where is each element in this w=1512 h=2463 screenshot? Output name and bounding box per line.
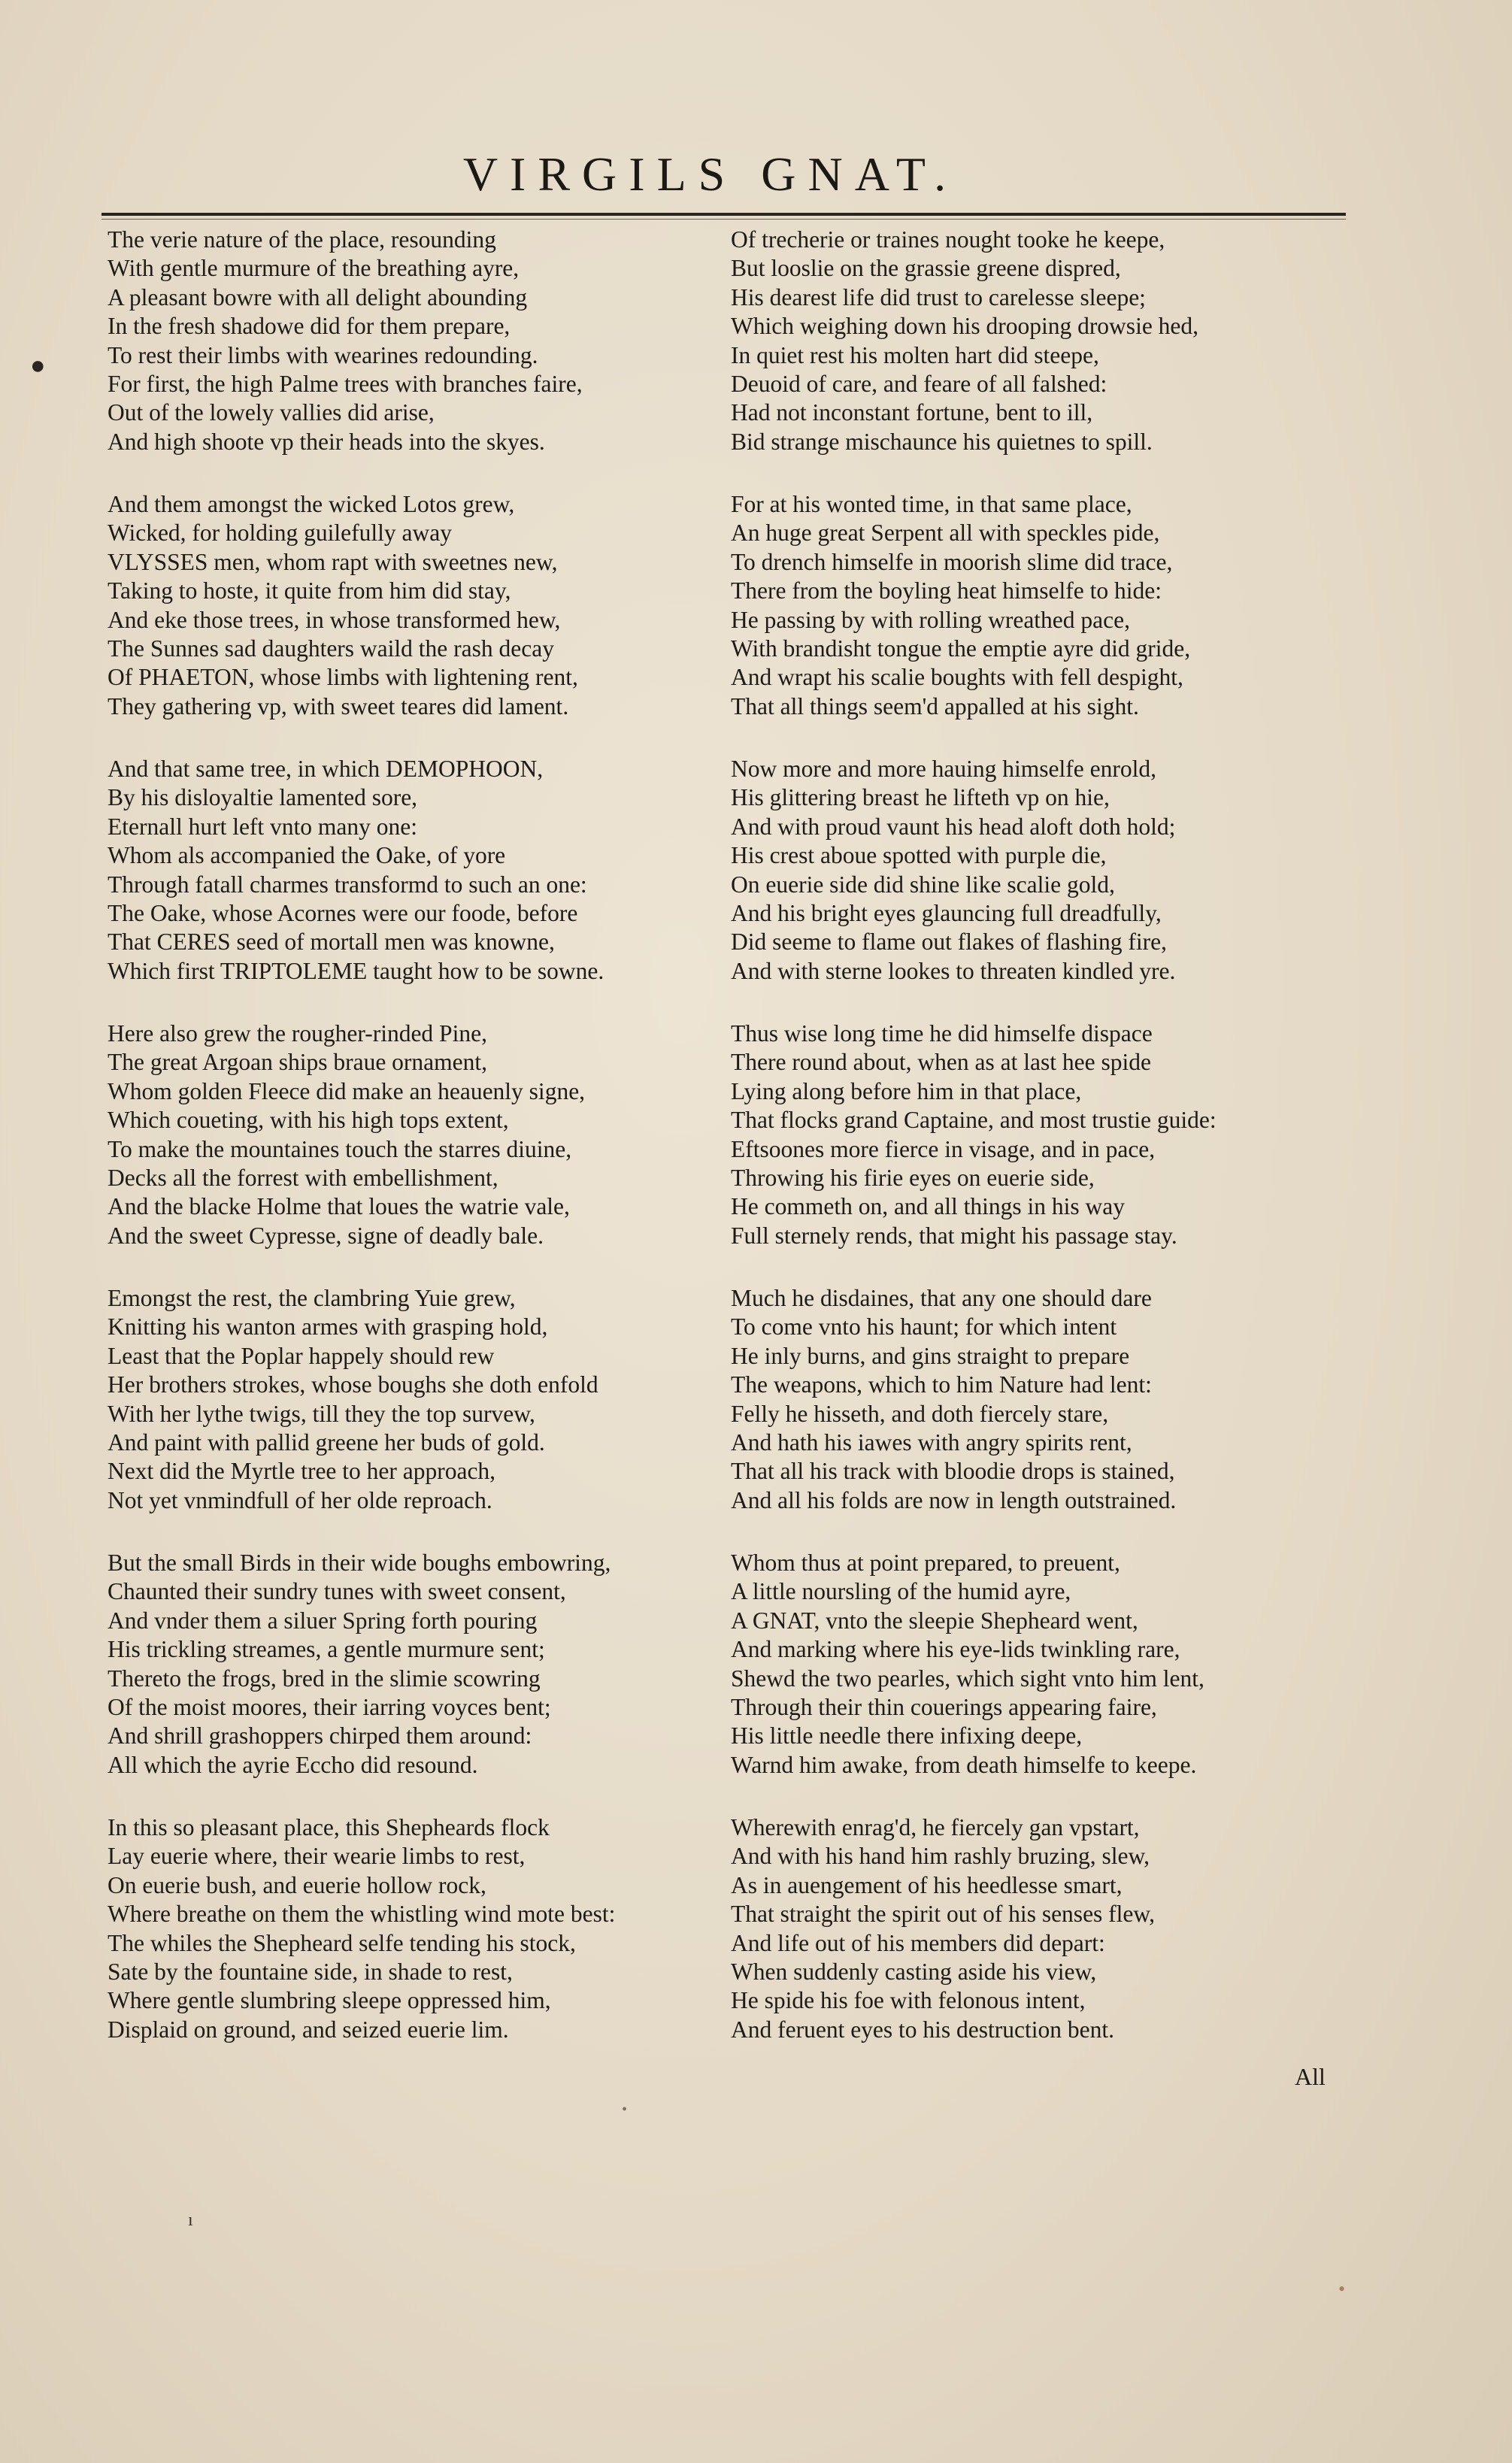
verse-line: Felly he hisseth, and doth fiercely stare,: [731, 1400, 1109, 1427]
verse-line: For first, the high Palme trees with branches faire,: [108, 370, 583, 397]
ink-speck: ı: [188, 2210, 193, 2230]
verse-line: A little noursling of the humid ayre,: [731, 1578, 1071, 1605]
verse-line: Warnd him awake, from death himselfe to keepe.: [731, 1751, 1197, 1778]
verse-line: A pleasant bowre with all delight abounding: [108, 283, 528, 311]
verse-line: Next did the Myrtle tree to her approach,: [108, 1458, 496, 1485]
verse-line: And shrill grashoppers chirped them around:: [108, 1722, 532, 1750]
verse-line: Shewd the two pearles, which sight vnto him lent,: [731, 1665, 1204, 1692]
verse-line: He commeth on, and all things in his way: [731, 1193, 1126, 1220]
verse-line: Through their thin couerings appearing faire,: [731, 1693, 1157, 1720]
verse-line: There from the boyling heat himselfe to hide:: [731, 577, 1162, 604]
verse-line: His glittering breast he lifteth vp on hie,: [731, 784, 1110, 811]
verse-line: And paint with pallid greene her buds of gold.: [108, 1428, 545, 1456]
verse-line: And feruent eyes to his destruction bent.: [731, 2016, 1114, 2043]
verse-line: Throwing his firie eyes on euerie side,: [731, 1164, 1095, 1191]
verse-line: As in auengement of his heedlesse smart,: [731, 1871, 1123, 1898]
stanza: [731, 1019, 1347, 1284]
verse-line: In quiet rest his molten hart did steepe,: [731, 341, 1099, 368]
verse-line: When suddenly casting aside his view,: [731, 1958, 1097, 1985]
verse-line: Here also grew the rougher-rinded Pine,: [108, 1020, 487, 1047]
verse-line: The whiles the Shepheard selfe tending his stock,: [108, 1929, 576, 1956]
verse-line: Much he disdaines, that any one should dare: [731, 1285, 1152, 1311]
verse-line: In the fresh shadowe did for them prepare,: [108, 313, 511, 340]
verse-line: And them amongst the wicked Lotos grew,: [108, 491, 515, 517]
verse-line: A GNAT, vnto the sleepie Shepheard went,: [731, 1607, 1138, 1634]
verse-line: To make the mountaines touch the starres diuine,: [108, 1135, 572, 1162]
verse-line: Where breathe on them the whistling wind mote best:: [108, 1901, 616, 1928]
verse-line: That all his track with bloodie drops is stained,: [731, 1458, 1175, 1485]
verse-line: But the small Birds in their wide boughs embowring,: [108, 1550, 611, 1576]
verse-line: Whom als accompanied the Oake, of yore: [108, 842, 506, 869]
verse-line: Emongst the rest, the clambring Yuie grew,: [108, 1285, 516, 1311]
verse-line: For at his wonted time, in that same place,: [731, 491, 1132, 517]
verse-line: With brandisht tongue the emptie ayre did gride,: [731, 635, 1191, 662]
ink-speck: •: [622, 2101, 628, 2118]
verse-line: And wrapt his scalie boughts with fell despight,: [731, 664, 1183, 691]
verse-line: Where gentle slumbring sleepe oppressed him,: [108, 1987, 551, 2014]
verse-line: Not yet vnmindfull of her olde reproach.: [108, 1486, 492, 1513]
verse-line: An huge great Serpent all with speckles pide,: [731, 520, 1160, 547]
verse-line: The verie nature of the place, resounding: [108, 226, 496, 253]
verse-line: The weapons, which to him Nature had lent:: [731, 1371, 1152, 1398]
verse-line: Did seeme to flame out flakes of flashing fire,: [731, 929, 1167, 956]
verse-line: Her brothers strokes, whose boughs she doth enfold: [108, 1371, 598, 1398]
verse-line: Which coueting, with his high tops extent,: [108, 1107, 509, 1134]
verse-line: And that same tree, in which DEMOPHOON,: [108, 756, 544, 782]
verse-line: To drench himselfe in moorish slime did trace,: [731, 548, 1173, 575]
verse-line: Least that the Poplar happely should rew: [108, 1342, 495, 1369]
verse-line: His crest aboue spotted with purple die,: [731, 842, 1107, 869]
verse-line: That CERES seed of mortall men was knowne,: [108, 929, 555, 956]
verse-line: And vnder them a siluer Spring forth pouring: [108, 1607, 538, 1634]
verse-line: And life out of his members did depart:: [731, 1929, 1105, 1956]
verse-line: And with proud vaunt his head aloft doth hold;: [731, 813, 1176, 840]
verse-line: His dearest life did trust to carelesse sleepe;: [731, 283, 1146, 311]
verse-line: Whom golden Fleece did make an heauenly signe,: [108, 1077, 586, 1104]
verse-line: Now more and more hauing himselfe enrold,: [731, 756, 1156, 782]
verse-line: Out of the lowely vallies did arise,: [108, 399, 435, 426]
verse-line: Eternall hurt left vnto many one:: [108, 813, 418, 840]
verse-line: Of trecherie or traines nought tooke he keepe,: [731, 226, 1165, 253]
verse-line: Taking to hoste, it quite from him did stay,: [108, 577, 511, 604]
stanza: [108, 490, 724, 755]
verse-line: In this so pleasant place, this Shepheards flock: [108, 1814, 550, 1840]
verse-line: That all things seem'd appalled at his sight.: [731, 692, 1139, 720]
stanza: [731, 490, 1347, 755]
verse-line: With her lythe twigs, till they the top survew,: [108, 1400, 535, 1427]
verse-line: Chaunted their sundry tunes with sweet consent,: [108, 1578, 566, 1605]
verse-line: Decks all the forrest with embellishment,: [108, 1164, 498, 1191]
left-column: [108, 226, 724, 2078]
verse-line: He inly burns, and gins straight to prepare: [731, 1342, 1130, 1369]
stanza: [731, 1549, 1347, 1813]
verse-line: And eke those trees, in whose transformed hew,: [108, 606, 561, 633]
verse-line: The Oake, whose Acornes were our foode, before: [108, 899, 578, 926]
header-rule: [102, 213, 1346, 216]
verse-line: Wherewith enrag'd, he fiercely gan vpstart,: [731, 1814, 1140, 1840]
verse-line: To come vnto his haunt; for which intent: [731, 1313, 1117, 1341]
verse-line: He spide his foe with felonous intent,: [731, 1987, 1086, 2014]
verse-line: The great Argoan ships braue ornament,: [108, 1049, 488, 1076]
verse-line: And the blacke Holme that loues the watrie vale,: [108, 1193, 570, 1220]
verse-line: Of the moist moores, their iarring voyces bent;: [108, 1693, 551, 1720]
verse-line: But looslie on the grassie greene dispred,: [731, 255, 1121, 282]
verse-line: Sate by the fountaine side, in shade to rest,: [108, 1958, 513, 1985]
verse-line: He passing by with rolling wreathed pace,: [731, 606, 1130, 633]
stanza: [108, 1813, 724, 2078]
verse-line: Whom thus at point prepared, to preuent,: [731, 1550, 1120, 1576]
verse-line: That flocks grand Captaine, and most trustie guide:: [731, 1107, 1217, 1134]
stain-mark: •: [1338, 2278, 1346, 2300]
stanza: [731, 1284, 1347, 1549]
verse-line: And the sweet Cypresse, signe of deadly bale.: [108, 1222, 544, 1249]
verse-line: VLYSSES men, whom rapt with sweetnes new,: [108, 548, 558, 575]
verse-line: By his disloyaltie lamented sore,: [108, 784, 418, 811]
verse-line: Lay euerie where, their wearie limbs to rest,: [108, 1843, 526, 1870]
stanza: [108, 1284, 724, 1549]
verse-line: Eftsoones more fierce in visage, and in pace,: [731, 1135, 1156, 1162]
verse-line: Which first TRIPTOLEME taught how to be sowne.: [108, 957, 604, 984]
catchword: All: [1295, 2063, 1326, 2090]
verse-line: Displaid on ground, and seized euerie lim.: [108, 2016, 509, 2043]
verse-line: Thus wise long time he did himselfe dispace: [731, 1020, 1153, 1047]
verse-line: Through fatall charmes transformd to such an one:: [108, 871, 587, 898]
margin-mark: ●: [30, 352, 46, 380]
verse-line: All which the ayrie Eccho did resound.: [108, 1751, 478, 1778]
verse-line: His little needle there infixing deepe,: [731, 1722, 1083, 1750]
stanza: [731, 755, 1347, 1019]
stanza: [108, 226, 724, 490]
verse-line: And marking where his eye-lids twinkling rare,: [731, 1636, 1180, 1663]
header-rule-thin: [102, 219, 1346, 220]
stanza: [108, 755, 724, 1019]
verse-line: Bid strange mischaunce his quietnes to spill.: [731, 428, 1153, 455]
verse-line: Of PHAETON, whose limbs with lightening rent,: [108, 664, 578, 691]
verse-line: Wicked, for holding guilefully away: [108, 520, 452, 547]
verse-line: And with sterne lookes to threaten kindled yre.: [731, 957, 1176, 984]
verse-line: Full sternely rends, that might his passage stay.: [731, 1222, 1177, 1249]
verse-line: And his bright eyes glauncing full dreadfully,: [731, 899, 1162, 926]
right-column: [731, 226, 1347, 2078]
verse-line: And with his hand him rashly bruzing, slew,: [731, 1843, 1150, 1870]
verse-line: With gentle murmure of the breathing ayre,: [108, 255, 520, 282]
verse-line: Which weighing down his drooping drowsie hed,: [731, 313, 1199, 340]
verse-line: There round about, when as at last hee spide: [731, 1049, 1151, 1076]
verse-line: Thereto the frogs, bred in the slimie scowring: [108, 1665, 541, 1692]
verse-line: Knitting his wanton armes with grasping hold,: [108, 1313, 548, 1341]
stanza: [731, 226, 1347, 490]
stanza: [731, 1813, 1347, 2078]
verse-line: Lying along before him in that place,: [731, 1077, 1082, 1104]
verse-line: On euerie side did shine like scalie gold,: [731, 871, 1115, 898]
verse-line: They gathering vp, with sweet teares did lament.: [108, 692, 569, 720]
running-header: VIRGILS GNAT.: [462, 147, 959, 201]
verse-line: And all his folds are now in length outstrained.: [731, 1486, 1177, 1513]
verse-line: His trickling streames, a gentle murmure sent;: [108, 1636, 545, 1663]
verse-line: Had not inconstant fortune, bent to ill,: [731, 399, 1093, 426]
verse-line: The Sunnes sad daughters waild the rash decay: [108, 635, 554, 662]
verse-line: To rest their limbs with wearines redounding.: [108, 341, 538, 368]
verse-line: On euerie bush, and euerie hollow rock,: [108, 1871, 486, 1898]
stanza: [108, 1549, 724, 1813]
verse-line: And high shoote vp their heads into the skyes.: [108, 428, 545, 455]
stanza: [108, 1019, 724, 1284]
verse-line: And hath his iawes with angry spirits rent,: [731, 1428, 1132, 1456]
verse-line: That straight the spirit out of his senses flew,: [731, 1901, 1155, 1928]
verse-line: Deuoid of care, and feare of all falshed:: [731, 370, 1107, 397]
